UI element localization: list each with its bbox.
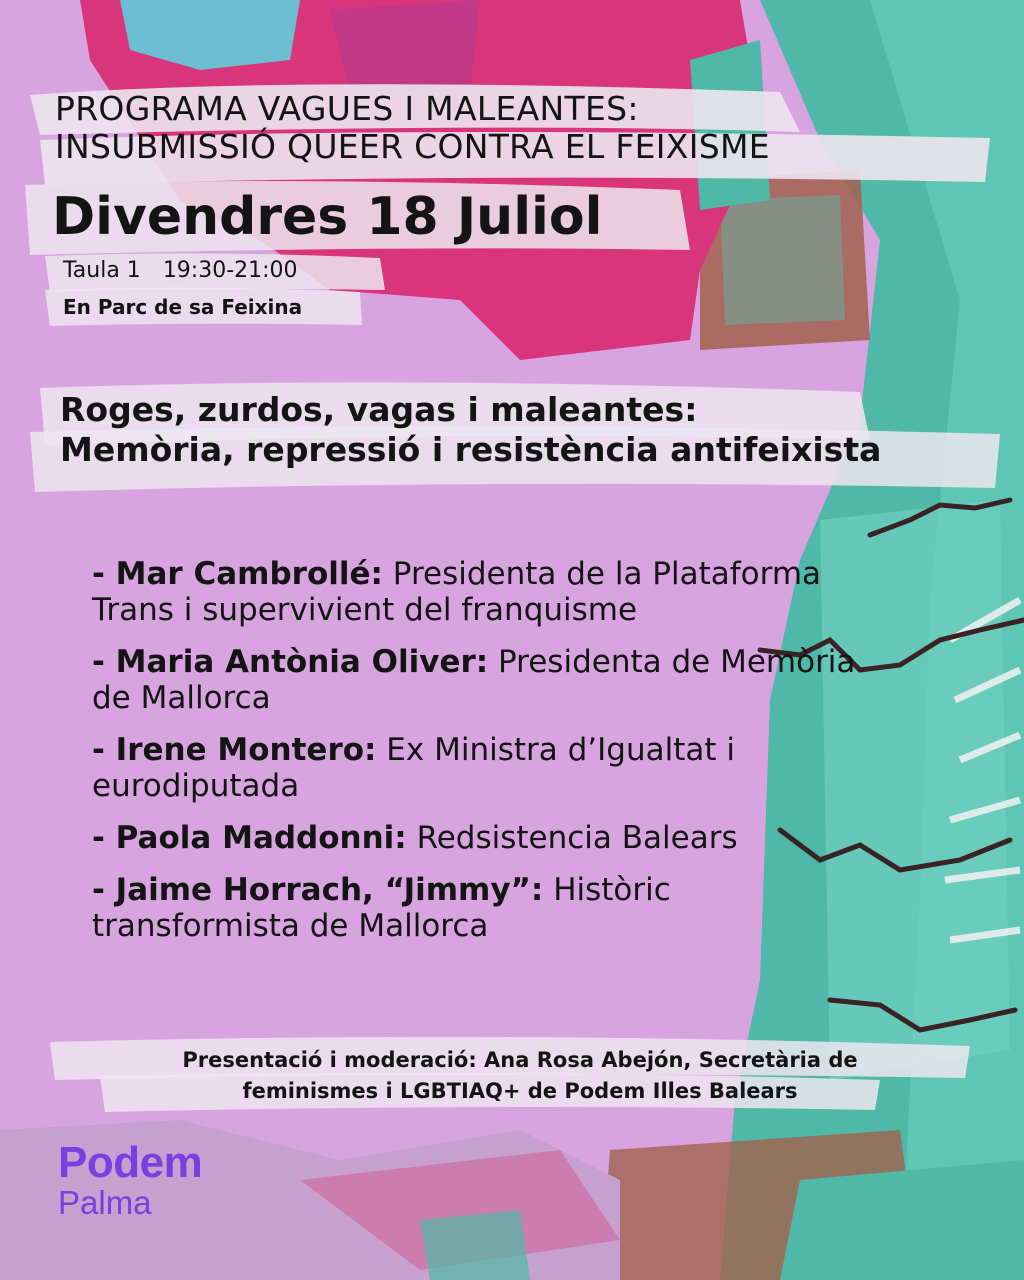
speaker-name: - Mar Cambrollé: bbox=[92, 556, 383, 592]
speaker-role: Redsistencia Balears bbox=[406, 820, 738, 856]
speaker-item bbox=[92, 872, 882, 944]
table-label: Taula 1 bbox=[63, 258, 141, 283]
moderation-credit bbox=[60, 1045, 980, 1107]
program-title-line2: INSUBMISSIÓ QUEER CONTRA EL FEIXISME bbox=[55, 127, 770, 166]
round-table-title-line1: Roges, zurdos, vagas i maleantes: bbox=[60, 390, 698, 429]
speaker-item bbox=[92, 556, 882, 628]
speaker-role: Ex Ministra d’Igualtat i eurodiputada bbox=[92, 732, 735, 804]
round-table-title-line2: Memòria, repressió i resistència antifeixista bbox=[60, 430, 882, 469]
speaker-name: - Irene Montero: bbox=[92, 732, 377, 768]
round-table-title bbox=[60, 390, 1010, 470]
moderation-line2: feminismes i LGBTIAQ+ de Podem Illes Balears bbox=[242, 1079, 798, 1103]
logo-podem: Podem bbox=[58, 1138, 203, 1187]
table-time bbox=[63, 255, 298, 287]
speaker-name: - Jaime Horrach, “Jimmy”: bbox=[92, 872, 544, 908]
speaker-list bbox=[92, 556, 882, 960]
time-range: 19:30-21:00 bbox=[162, 258, 298, 283]
speaker-role: Presidenta de la Plataforma Trans i supervivient del franquisme bbox=[92, 556, 822, 628]
speaker-name: - Maria Antònia Oliver: bbox=[92, 644, 489, 680]
logo-palma: Palma bbox=[58, 1184, 152, 1221]
event-place: En Parc de sa Feixina bbox=[63, 295, 303, 319]
speaker-role: Presidenta de Memòria de Mallorca bbox=[92, 644, 856, 716]
speaker-role: Històric transformista de Mallorca bbox=[92, 872, 671, 944]
program-title bbox=[55, 90, 995, 166]
moderation-line1: Presentació i moderació: Ana Rosa Abejón, Secretària de bbox=[182, 1048, 858, 1072]
podem-palma-logo bbox=[58, 1140, 202, 1220]
event-date: Divendres 18 Juliol bbox=[52, 187, 603, 247]
program-title-line1: PROGRAMA VAGUES I MALEANTES: bbox=[55, 89, 639, 128]
speaker-item bbox=[92, 644, 882, 716]
speaker-name: - Paola Maddonni: bbox=[92, 820, 407, 856]
speaker-item bbox=[92, 820, 882, 856]
speaker-item bbox=[92, 732, 882, 804]
